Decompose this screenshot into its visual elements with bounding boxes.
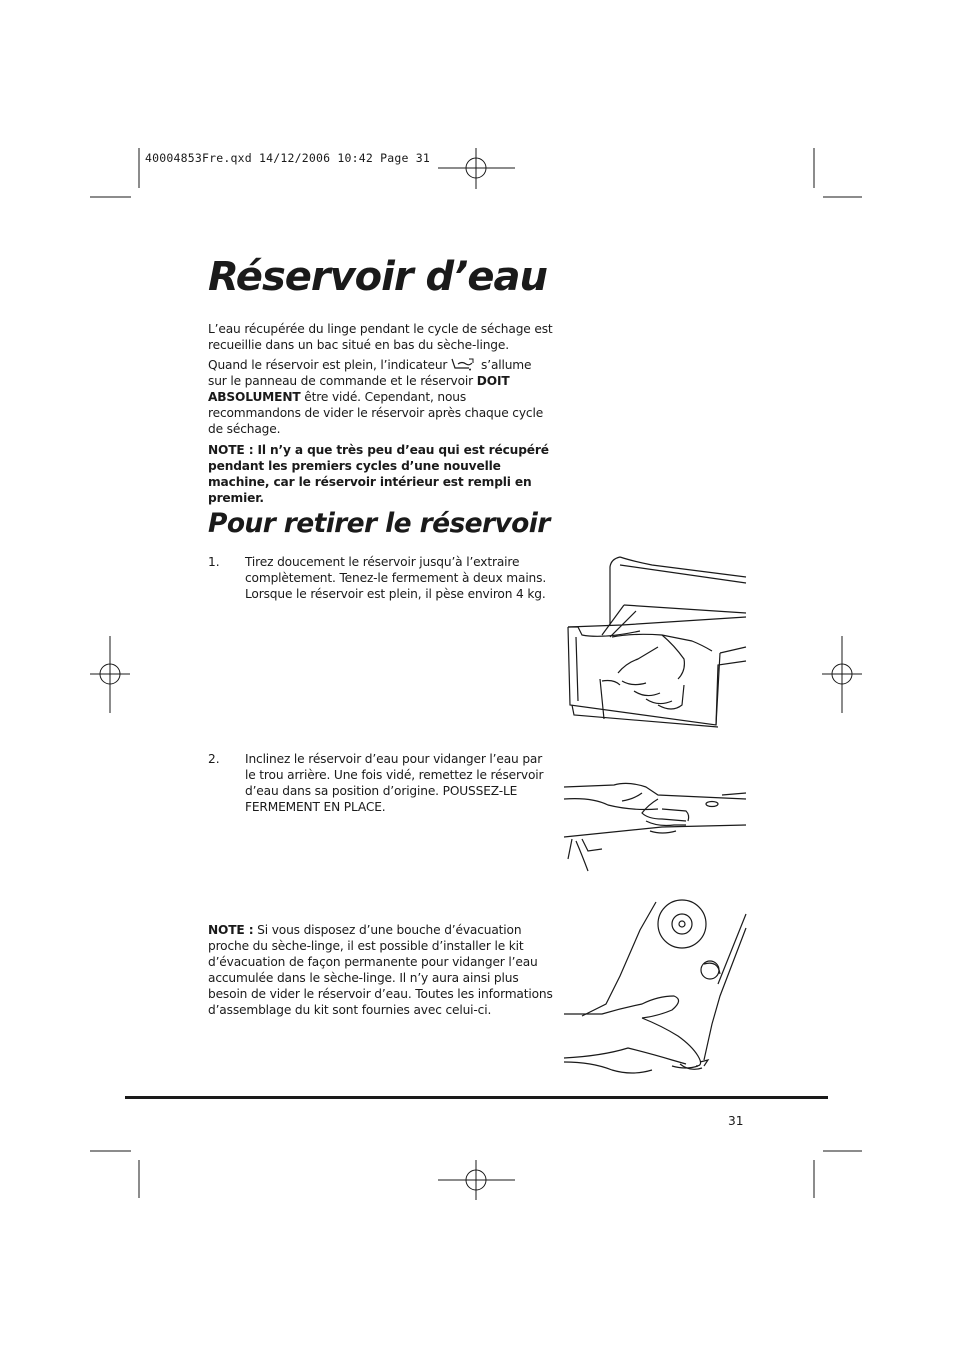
intro-paragraph-2-emphasis: DOIT ABSOLUMENT [208, 374, 510, 404]
intro-paragraph-2-start: Quand le réservoir est plein, l’indicateur [208, 358, 448, 372]
intro-note: NOTE : Il n’y a que très peu d’eau qui est récupéré pendant les premiers cycles d’une nouvelle machine, car le réservoir intérieur est rempli en premier. [208, 443, 549, 505]
step-1-text: Tirez doucement le réservoir jusqu’à l’extraire complètement. Tenez-le fermement à deux mains. Lorsque le réservoir est plein, il pèse environ 4 kg. [245, 555, 547, 601]
footer-rule [125, 1096, 828, 1099]
bottom-note-text: Si vous disposez d’une bouche d’évacuation proche du sèche-linge, il est possible d’installer le kit d’évacuation de façon permanente pour vidanger l’eau accumulée dans le sèche-linge. Il n’y aura ainsi plus besoin de vider le réservoir d’eau. Toutes les informations d’assemblage du kit sont fournies avec celui-ci. [208, 923, 553, 1017]
step-1-number: 1. [208, 555, 220, 569]
intro-paragraph-1: L’eau récupérée du linge pendant le cycle de séchage est recueillie dans un bac situé en bas du sèche-linge. [208, 322, 553, 352]
step-2-text: Inclinez le réservoir d’eau pour vidanger l’eau par le trou arrière. Une fois vidé, remettez le réservoir d’eau dans sa position d’origine. POUSSEZ-LE FERMEMENT EN PLACE. [245, 752, 544, 814]
bottom-note [208, 922, 553, 1018]
page-title: Réservoir d’eau [208, 254, 547, 300]
bottom-note-label: NOTE : [208, 923, 254, 937]
page-number: 31 [728, 1114, 744, 1128]
intro-paragraph-2 [208, 357, 553, 437]
water-tank-indicator-icon [449, 357, 475, 371]
tank-replace-illustration [562, 775, 746, 875]
section-title: Pour retirer le réservoir [208, 508, 550, 539]
intro-paragraph-2-after-icon: s’allume sur le panneau de commande et le réservoir [208, 358, 532, 388]
slug-line: 40004853Fre.qxd 14/12/2006 10:42 Page 31 [145, 151, 430, 165]
intro-paragraph-2-end: être vidé. Cependant, nous recommandons de vider le réservoir après chaque cycle de séchage. [208, 390, 544, 436]
tank-emptying-illustration [562, 900, 746, 1080]
step-2-number: 2. [208, 752, 220, 766]
tank-removal-illustration [562, 555, 746, 730]
